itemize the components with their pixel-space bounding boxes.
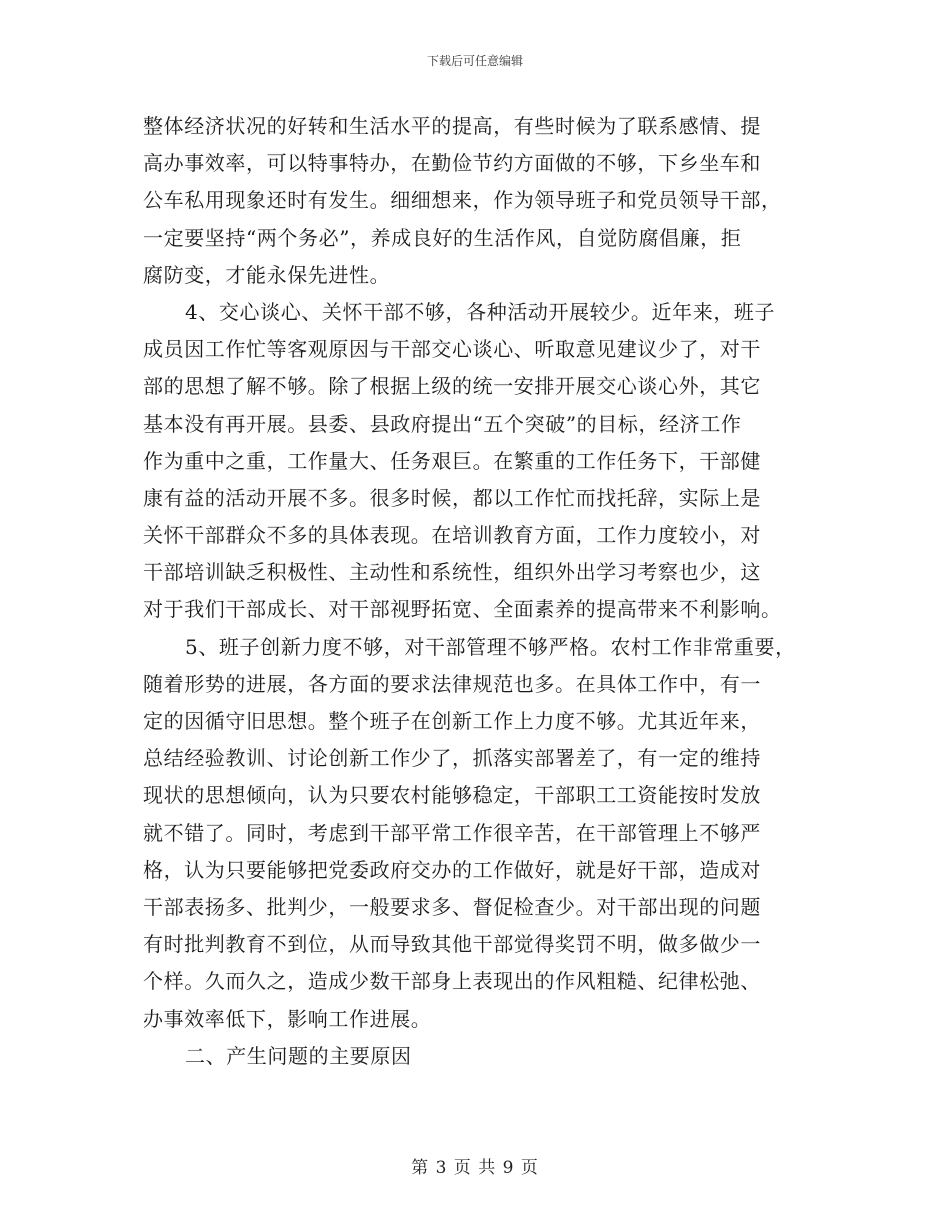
text-line: 随着形势的进展，各方面的要求法律规范也多。在具体工作中，有一 <box>143 671 761 696</box>
text-line: 基本没有再开展。县委、县政府提出“五个突破”的目标，经济工作 <box>143 411 742 436</box>
text-line: 格，认为只要能够把党委政府交办的工作做好，就是好干部，造成对 <box>143 857 761 882</box>
text-line: 一定要坚持“两个务必”，养成良好的生活作风，自觉防腐倡廉，拒 <box>143 225 742 250</box>
text-line: 办事效率低下，影响工作进展。 <box>143 1006 432 1031</box>
page-number-footer: 第 3 页 共 9 页 <box>411 1158 539 1178</box>
text-line: 对于我们干部成长、对干部视野拓宽、全面素养的提高带来不利影响。 <box>143 597 782 622</box>
text-line: 高办事效率，可以特事特办，在勤俭节约方面做的不够，下乡坐车和 <box>143 151 761 176</box>
document-body <box>143 108 833 1075</box>
text-line: 整体经济状况的好转和生活水平的提高，有些时候为了联系感情、提 <box>143 114 761 138</box>
text-line: 定的因循守旧思想。整个班子在创新工作上力度不够。尤其近年来， <box>143 709 761 733</box>
page-header: 下载后可任意编辑 <box>426 54 523 68</box>
text-line: 现状的思想倾向，认为只要农村能够稳定，干部职工工资能按时发放 <box>143 783 761 808</box>
text-line: 康有益的活动开展不多。很多时候，都以工作忙而找托辞，实际上是 <box>143 485 761 510</box>
text-line: 腐防变，才能永保先进性。 <box>143 262 391 287</box>
text-line: 总结经验教训、讨论创新工作少了，抓落实部署差了，有一定的维持 <box>143 746 761 771</box>
text-line: 就不错了。同时，考虑到干部平常工作很辛苦，在干部管理上不够严 <box>143 820 761 845</box>
text-line: 有时批判教育不到位，从而导致其他干部觉得奖罚不明，做多做少一 <box>143 932 761 957</box>
text-line: 部的思想了解不够。除了根据上级的统一安排开展交心谈心外，其它 <box>143 374 761 399</box>
paragraph-start-line: 4、交心谈心、关怀干部不够，各种活动开展较少。近年来，班子 <box>185 299 776 324</box>
text-line: 公车私用现象还时有发生。细细想来，作为领导班子和党员领导干部， <box>143 188 782 213</box>
text-line: 个样。久而久之，造成少数干部身上表现出的作风粗糙、纪律松弛、 <box>143 969 761 994</box>
section-heading: 二、产生问题的主要原因 <box>185 1043 412 1068</box>
text-line: 成员因工作忙等客观原因与干部交心谈心、听取意见建议少了，对干 <box>143 337 761 362</box>
text-line: 关怀干部群众不多的具体表现。在培训教育方面，工作力度较小，对 <box>143 523 761 548</box>
text-line: 干部表扬多、批判少，一般要求多、督促检查少。对干部出现的问题 <box>143 894 761 919</box>
paragraph-start-line: 5、班子创新力度不够，对干部管理不够严格。农村工作非常重要， <box>185 634 796 659</box>
text-line: 干部培训缺乏积极性、主动性和系统性，组织外出学习考察也少，这 <box>143 560 761 585</box>
text-line: 作为重中之重，工作量大、任务艰巨。在繁重的工作任务下，干部健 <box>143 448 761 473</box>
